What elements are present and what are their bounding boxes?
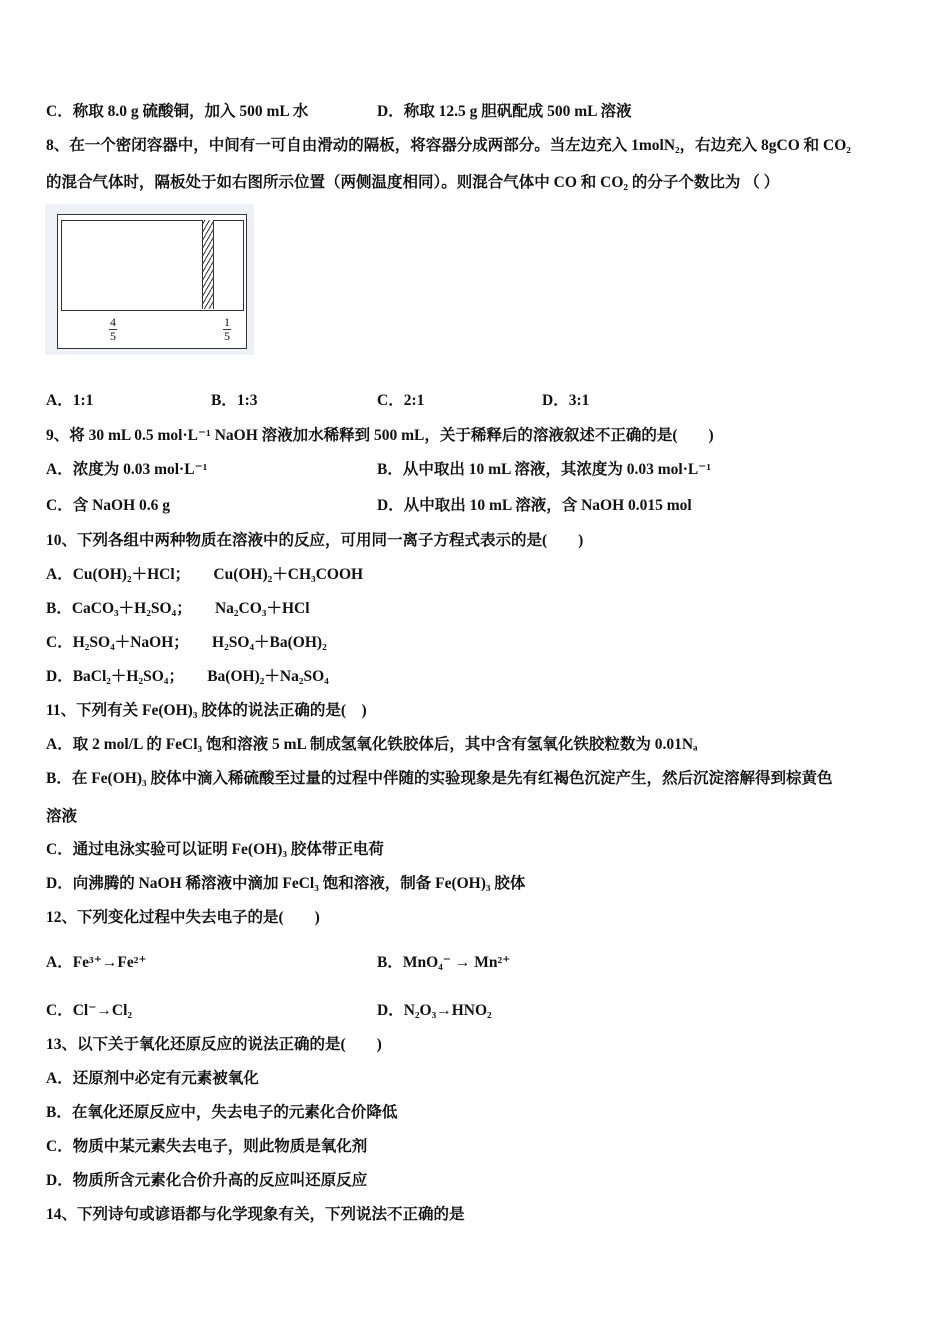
fraction-right-numerator: 1 bbox=[224, 315, 230, 329]
q12-stem: 12、下列变化过程中失去电子的是( ) bbox=[46, 909, 320, 926]
q12-option-c: C．Cl⁻→Cl₂ bbox=[46, 1002, 133, 1019]
container-partition-figure bbox=[45, 204, 254, 355]
q9-option-b: B．从中取出 10 mL 溶液，其浓度为 0.03 mol·L⁻¹ bbox=[377, 461, 712, 478]
q13-option-a: A．还原剂中必定有元素被氧化 bbox=[46, 1070, 259, 1087]
q10-option-a: A．Cu(OH)₂＋HCl； Cu(OH)₂＋CH₃COOH bbox=[46, 566, 364, 583]
q14-stem: 14、下列诗句或谚语都与化学现象有关，下列说法不正确的是 bbox=[46, 1206, 465, 1223]
q7-option-d: D．称取 12.5 g 胆矾配成 500 mL 溶液 bbox=[377, 103, 632, 120]
q8-stem-line1: 8、在一个密闭容器中，中间有一可自由滑动的隔板，将容器分成两部分。当左边充入 1molN₂，右边充入 8gCO 和 CO₂ bbox=[46, 137, 851, 154]
q9-option-d: D．从中取出 10 mL 溶液，含 NaOH 0.015 mol bbox=[377, 497, 692, 514]
q9-option-c: C．含 NaOH 0.6 g bbox=[46, 497, 171, 514]
q11-option-d: D．向沸腾的 NaOH 稀溶液中滴加 FeCl₃ 饱和溶液，制备 Fe(OH)₃ 胶体 bbox=[46, 875, 526, 892]
q13-option-d: D．物质所含元素化合价升高的反应叫还原反应 bbox=[46, 1172, 368, 1189]
q9-stem: 9、将 30 mL 0.5 mol·L⁻¹ NaOH 溶液加水稀释到 500 mL，关于稀释后的溶液叙述不正确的是( ) bbox=[46, 427, 714, 444]
fraction-left-denominator: 5 bbox=[110, 329, 116, 343]
q10-option-d: D．BaCl₂＋H₂SO₄； Ba(OH)₂＋Na₂SO₄ bbox=[46, 668, 329, 685]
q11-option-b: B．在 Fe(OH)₃ 胶体中滴入稀硫酸至过量的过程中伴随的实验现象是先有红褐色沉淀产生，然后沉淀溶解得到棕黄色 bbox=[46, 770, 833, 787]
fraction-left bbox=[109, 316, 117, 343]
fraction-right-denominator: 5 bbox=[224, 329, 230, 343]
q12-option-a: A．Fe³⁺→Fe²⁺ bbox=[46, 954, 147, 971]
q7-option-c: C．称取 8.0 g 硫酸铜，加入 500 mL 水 bbox=[46, 103, 309, 120]
q8-option-a: A．1:1 bbox=[46, 392, 94, 409]
q13-stem: 13、以下关于氧化还原反应的说法正确的是( ) bbox=[46, 1036, 382, 1053]
container-chamber bbox=[61, 220, 244, 311]
q8-option-d: D．3:1 bbox=[542, 392, 590, 409]
q12-option-d: D．N₂O₃→HNO₂ bbox=[377, 1002, 492, 1019]
q13-option-c: C．物质中某元素失去电子，则此物质是氧化剂 bbox=[46, 1138, 368, 1155]
q8-option-c: C．2:1 bbox=[377, 392, 425, 409]
q13-option-b: B．在氧化还原反应中，失去电子的元素化合价降低 bbox=[46, 1104, 398, 1121]
q10-option-c: C．H₂SO₄＋NaOH； H₂SO₄＋Ba(OH)₂ bbox=[46, 634, 327, 651]
fraction-right bbox=[223, 316, 231, 343]
q10-option-b: B．CaCO₃＋H₂SO₄； Na₂CO₃＋HCl bbox=[46, 600, 310, 617]
q11-option-a: A．取 2 mol/L 的 FeCl₃ 饱和溶液 5 mL 制成氢氧化铁胶体后，其中含有氢氧化铁胶粒数为 0.01Nₐ bbox=[46, 736, 698, 753]
sliding-partition bbox=[202, 220, 214, 309]
q12-option-b: B．MnO₄⁻ → Mn²⁺ bbox=[377, 954, 511, 971]
q10-stem: 10、下列各组中两种物质在溶液中的反应，可用同一离子方程式表示的是( ) bbox=[46, 532, 584, 549]
q9-option-a: A．浓度为 0.03 mol·L⁻¹ bbox=[46, 461, 208, 478]
q11-option-c: C．通过电泳实验可以证明 Fe(OH)₃ 胶体带正电荷 bbox=[46, 841, 384, 858]
q8-stem-line2: 的混合气体时，隔板处于如右图所示位置（两侧温度相同）。则混合气体中 CO 和 CO₂ 的分子个数比为 （ ） bbox=[46, 174, 780, 191]
q11-option-b-cont: 溶液 bbox=[46, 808, 78, 825]
q11-stem: 11、下列有关 Fe(OH)₃ 胶体的说法正确的是( ) bbox=[46, 702, 367, 719]
q8-option-b: B．1:3 bbox=[211, 392, 258, 409]
fraction-left-numerator: 4 bbox=[110, 315, 116, 329]
